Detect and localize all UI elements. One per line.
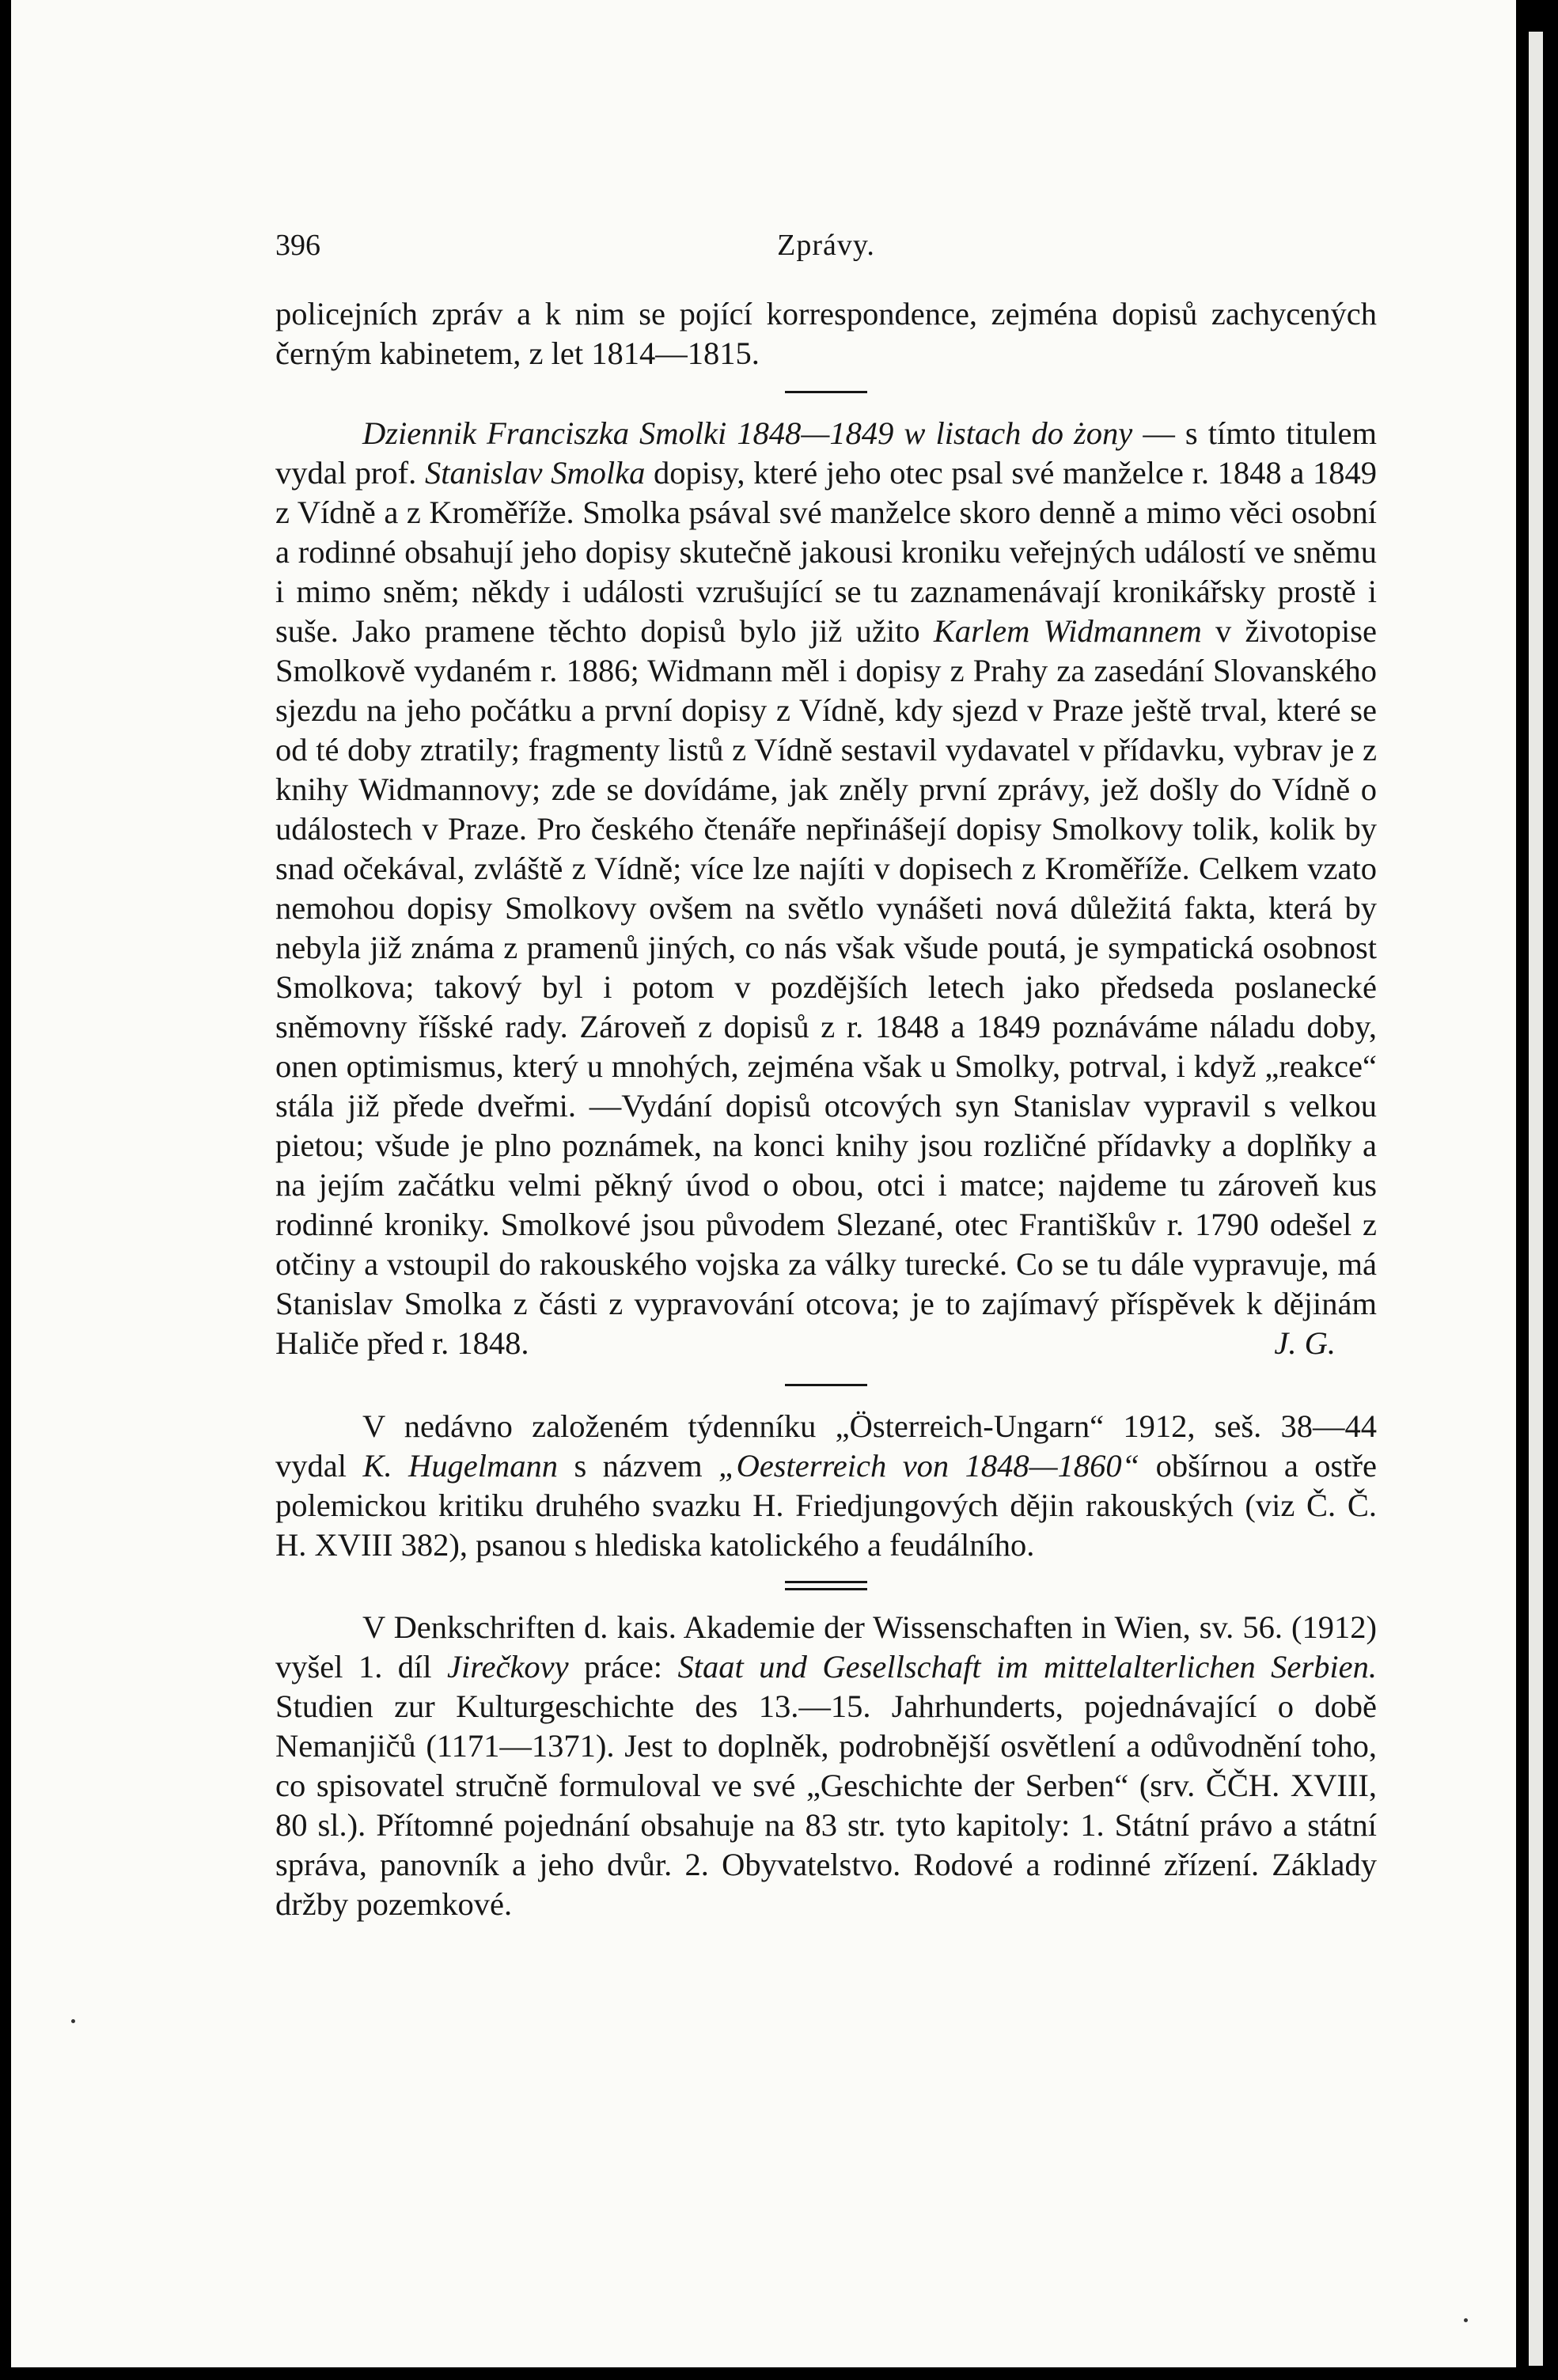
text-column	[275, 222, 1377, 1924]
article-title: „Oesterreich von 1848—1860“	[718, 1448, 1140, 1484]
signature: J. G.	[1274, 1325, 1336, 1361]
page-header	[275, 222, 1377, 269]
person-name: Karlem Widmannem	[933, 613, 1202, 649]
speck-mark	[71, 2019, 75, 2023]
text-run: obšírnou a ostře polemickou kritiku druhého svazku H. Friedjungových dějin rakouských (viz Č. Č. H. XVIII 382), psanou s hlediska katolického a feudálního.	[275, 1448, 1377, 1563]
work-title: Staat und Gesellschaft im mittelalterlichen Serbien.	[677, 1649, 1377, 1685]
text-run: v životopise Smolkově vydaném r. 1886; Widmann měl i dopisy z Prahy za zasedání Slovanského sjezdu na jeho počátku a první dopisy z Vídně, kdy sjezd v Praze ještě trval, které se od té doby ztratily; fragmenty listů z Vídně sestavil vydavatel v přídavku, vybrav je z knihy Widmannovy; zde se dovídáme, jak zněly první zprávy, jež došly do Vídně o událostech v Praze. Pro českého čtenáře nepřinášejí dopisy Smolkovy tolik, kolik by snad očekával, zvláště z Vídně; více lze najíti v dopisech z Kroměříže. Celkem vzato nemohou dopisy Smolkovy ovšem na světlo vynášeti nová důležitá fakta, která by nebyla již známa z pramenů jiných, co nás však všude poutá, je sympatická osobnost Smolkova; takový byl i potom v pozdějších letech jako předseda poslanecké sněmovny říšské rady. Zároveň z dopisů z r. 1848 a 1849 poznáváme náladu doby, onen optimismus, který u mnohých, zejména však u Smolky, potrval, i když „reakce“ stála již přede dveřmi. —Vydání dopisů otcových syn Stanislav vypravil s velkou pietou; všude je plno poznámek, na konci knihy jsou rozličné přídavky a doplňky a na jejím začátku velmi pěkný úvod o obou, otci i matce; najdeme tu zároveň kus rodinné kroniky. Smolkové jsou původem Slezané, otec Františkův r. 1790 odešel z otčiny a vstoupil do rakouského vojska za války turecké. Co se tu dále vypravuje, má Stanislav Smolka z části z vypravování otcova; je to zajímavý příspěvek k dějinám Haliče před r. 1848.	[275, 613, 1377, 1361]
text-run: dopisy, které jeho otec psal své manželce r. 1848 a 1849 z Vídně a z Kroměříže. Smolka psával své manželce skoro denně a mimo věci osobní a rodinné obsahují jeho dopisy skutečně jakousi kroniku veřejných událostí ve sněmu i mimo sněm; někdy i události vzrušující se tu zaznamenávají kronikářsky prostě i suše. Jako pramene těchto dopisů bylo již užito	[275, 455, 1377, 649]
text-run: — s tímto titulem vydal prof.	[275, 415, 1377, 491]
section-divider	[785, 1384, 867, 1386]
text-run: V Denkschriften d. kais. Akademie der Wissenschaften in Wien, sv. 56. (1912) vyšel 1. díl	[275, 1609, 1377, 1685]
text-run: práce:	[568, 1649, 678, 1685]
section-divider	[785, 391, 867, 393]
text-run: V nedávno založeném týdenníku „Österreich-Ungarn“ 1912, seš. 38—44 vydal	[275, 1408, 1377, 1484]
paragraph-jirecek-review	[275, 1608, 1377, 1924]
paragraph-continuation: policejních zpráv a k nim se pojící korrespondence, zejména dopisů zachycených černým kabinetem, z let 1814—1815.	[275, 296, 1377, 371]
paragraph-smolka-review	[275, 414, 1377, 1363]
book-title: Dziennik Franciszka Smolki 1848—1849 w listach do żony	[362, 415, 1133, 451]
author-name: Stanislav Smolka	[424, 455, 646, 491]
paragraph-hugelmann-review	[275, 1407, 1377, 1565]
text-run: s názvem	[558, 1448, 719, 1484]
running-title: Zprávy.	[777, 229, 875, 262]
author-name: K. Hugelmann	[362, 1448, 558, 1484]
page-number: 396	[275, 229, 320, 262]
author-name: Jirečkovy	[447, 1649, 569, 1685]
page-edge	[1529, 32, 1543, 2366]
speck-mark	[1464, 2318, 1468, 2322]
text-run: Studien zur Kulturgeschichte des 13.—15. Jahrhunderts, pojednávající o době Nemanjičů (1171—1371). Jest to doplněk, podrobnější osvětlení a odůvodnění toho, co spisovatel stručně formuloval ve své „Geschichte der Serben“ (srv. ČČH. XVIII, 80 sl.). Přítomné pojednání obsahuje na 83 str. tyto kapitoly: 1. Státní právo a státní správa, panovník a jeho dvůr. 2. Obyvatelstvo. Rodové a rodinné zřízení. Základy držby pozemkové.	[275, 1688, 1377, 1922]
double-divider	[785, 1581, 867, 1590]
